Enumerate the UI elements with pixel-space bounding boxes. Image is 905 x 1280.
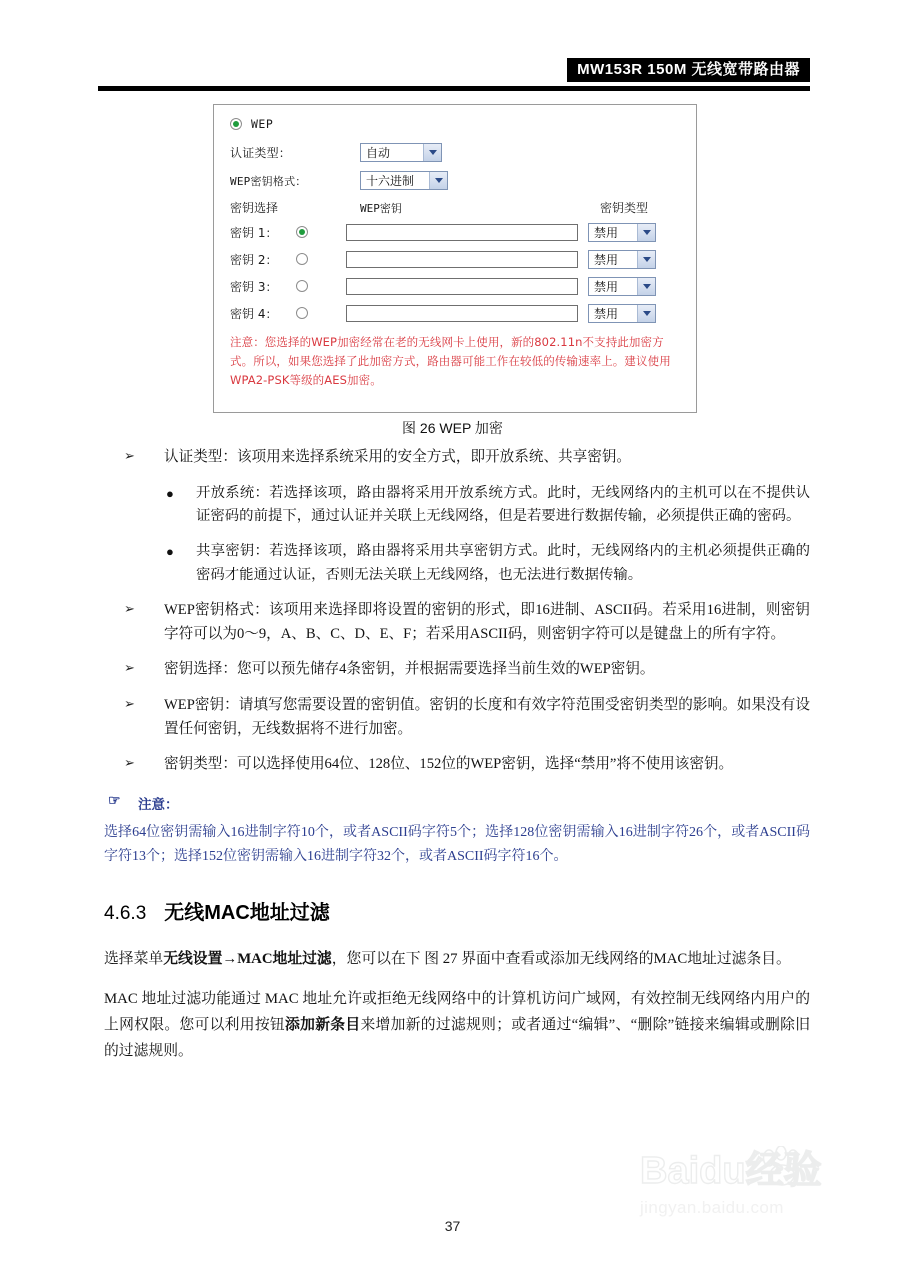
- key-row: [230, 275, 682, 297]
- watermark-brand-text: Baidu: [640, 1150, 746, 1192]
- section-number: 4.6.3: [104, 903, 147, 925]
- key-select-radio-icon[interactable]: [296, 280, 308, 292]
- header-banner-title: MW153R 150M 无线宽带路由器: [567, 58, 810, 82]
- list-item: [104, 694, 810, 741]
- wep-warning-text: 注意：您选择的WEP加密经常在老的无线网卡上使用，新的802.11n不支持此加密方式。所以，如果您选择了此加密方式，路由器可能工作在较低的传输速率上。建议使用WPA2-PSK等级的AES加密。: [230, 335, 671, 387]
- key-select-radio-icon[interactable]: [296, 307, 308, 319]
- paw-icon: [760, 1146, 806, 1188]
- key-row: [230, 221, 682, 243]
- key-row: [230, 302, 682, 324]
- paragraph-part: 来增加新的过滤规则；或者通过“编辑”、“删除”链接来编辑或删除旧的过滤规则。: [104, 1017, 810, 1060]
- watermark-url: jingyan.baidu.com: [640, 1198, 784, 1217]
- key-format-select[interactable]: [360, 171, 448, 190]
- key-format-label: WEP密钥格式：: [230, 174, 307, 188]
- list-item-text: 密钥选择：您可以预先储存4条密钥，并根据需要选择当前生效的WEP密钥。: [164, 661, 655, 678]
- chevron-down-icon[interactable]: [637, 305, 655, 322]
- key-label: 密钥 4：: [230, 306, 278, 321]
- pointing-hand-icon: ☞: [108, 791, 121, 808]
- bullet-marker-icon: ●: [166, 544, 174, 560]
- bullet-marker-icon: ➢: [124, 449, 135, 464]
- key-label: 密钥 3：: [230, 279, 278, 294]
- watermark-brand-cn: 经验: [745, 1150, 822, 1192]
- key-select-cell[interactable]: [296, 226, 346, 238]
- list-item-text: WEP密钥：请填写您需要设置的密钥值。密钥的长度和有效字符范围受密钥类型的影响。如果没有设置任何密钥，无线数据将不进行加密。: [164, 696, 810, 737]
- wep-config-panel: [213, 104, 697, 413]
- note-heading: [104, 793, 810, 813]
- section-title: 无线MAC地址过滤: [164, 902, 330, 925]
- auth-type-row: [230, 143, 442, 162]
- chevron-down-icon[interactable]: [637, 224, 655, 241]
- key-type-select[interactable]: [588, 223, 656, 242]
- bullet-marker-icon: ➢: [124, 661, 135, 677]
- key-format-row: [230, 171, 448, 190]
- auth-type-label: 认证类型：: [230, 146, 292, 160]
- auth-type-select[interactable]: [360, 143, 442, 162]
- note-body-text: 选择64位密钥需输入16进制字符10个，或者ASCII码字符5个；选择128位密钥需输入16进制字符26个，或者ASCII码字符13个；选择152位密钥需输入16进制字符32个，或者ASCII码字符16个。: [104, 824, 810, 864]
- key-type-select[interactable]: [588, 304, 656, 323]
- paragraph-part: ，您可以在下 图 27 界面中查看或添加无线网络的MAC地址过滤条目。: [331, 951, 791, 968]
- list-item-text: 开放系统：若选择该项，路由器将采用开放系统方式。此时，无线网络内的主机可以在不提供认证密码的前提下，通过认证并关联上无线网络，但是若要进行数据传输，必须提供正确的密码。: [196, 484, 810, 524]
- wep-option-row[interactable]: [230, 117, 273, 131]
- key-type-value: 禁用: [594, 225, 619, 240]
- figure-caption: 图 26 WEP 加密: [402, 420, 503, 436]
- wep-key-input[interactable]: [346, 251, 578, 268]
- wep-radio-icon[interactable]: [230, 118, 242, 130]
- list-item: [104, 482, 810, 529]
- key-select-cell[interactable]: [296, 253, 346, 265]
- key-select-radio-icon[interactable]: [296, 253, 308, 265]
- wep-option-label: WEP: [251, 117, 274, 131]
- column-header-key-select: 密钥选择: [230, 201, 279, 215]
- list-item: [104, 753, 810, 777]
- page-number: 37: [444, 1218, 461, 1234]
- paragraph-part: MAC 地址过滤功能通过 MAC 地址允许或拒绝无线网络中的计算机访问广域网，有效控制无线网络内用户的上网权限。您可以利用按钮: [104, 991, 810, 1034]
- list-item-text: 认证类型：该项用来选择系统采用的安全方式，即开放系统、共享密钥。: [164, 449, 632, 465]
- list-item-text: WEP密钥格式：该项用来选择即将设置的密钥的形式，即16进制、ASCII码。若采用16进制，则密钥字符可以为0～9，A、B、C、D、E、F；若采用ASCII码，则密钥字符可以是键盘上的所有字符。: [164, 601, 810, 642]
- key-label: 密钥 1：: [230, 225, 278, 240]
- column-header-wep-key: WEP密钥: [360, 202, 402, 215]
- key-type-value: 禁用: [594, 252, 619, 267]
- section-heading: [104, 896, 810, 925]
- bullet-marker-icon: ➢: [124, 601, 135, 617]
- watermark-brand: [640, 1152, 880, 1190]
- list-item: [104, 540, 810, 587]
- chevron-down-icon[interactable]: [637, 278, 655, 295]
- key-format-value: 十六进制: [366, 174, 415, 188]
- key-select-cell[interactable]: [296, 280, 346, 292]
- paragraph-part-bold: 无线设置→MAC地址过滤: [163, 951, 332, 968]
- key-row: [230, 248, 682, 270]
- header-rule: [98, 86, 810, 91]
- key-type-select[interactable]: [588, 277, 656, 296]
- paragraph: [104, 987, 810, 1065]
- chevron-down-icon[interactable]: [423, 144, 441, 161]
- chevron-down-icon[interactable]: [637, 251, 655, 268]
- column-header-key-type: 密钥类型: [600, 201, 649, 215]
- auth-type-value: 自动: [366, 146, 391, 160]
- list-item: [104, 446, 810, 470]
- paragraph-part-bold: 添加新条目: [285, 1017, 361, 1034]
- paragraph-part: 选择菜单: [104, 951, 164, 968]
- wep-key-input[interactable]: [346, 224, 578, 241]
- chevron-down-icon[interactable]: [429, 172, 447, 189]
- bullet-marker-icon: ➢: [124, 756, 135, 772]
- list-item-text: 共享密钥：若选择该项，路由器将采用共享密钥方式。此时，无线网络内的主机必须提供正确的密码才能通过认证，否则无法关联上无线网络，也无法进行数据传输。: [196, 543, 810, 583]
- list-item: [104, 599, 810, 646]
- key-select-radio-icon[interactable]: [296, 226, 308, 238]
- bullet-marker-icon: ➢: [124, 696, 135, 712]
- key-select-cell[interactable]: [296, 307, 346, 319]
- wep-key-input[interactable]: [346, 278, 578, 295]
- note-title: 注意：: [138, 796, 179, 812]
- bullet-marker-icon: ●: [166, 485, 174, 501]
- list-item-text: 密钥类型：可以选择使用64位、128位、152位的WEP密钥，选择“禁用”将不使用该密钥。: [164, 756, 734, 773]
- wep-key-input[interactable]: [346, 305, 578, 322]
- key-type-select[interactable]: [588, 250, 656, 269]
- document-body: [104, 446, 810, 1079]
- paragraph: [104, 947, 810, 973]
- list-item: [104, 658, 810, 682]
- key-label: 密钥 2：: [230, 252, 278, 267]
- key-type-value: 禁用: [594, 279, 619, 294]
- key-type-value: 禁用: [594, 306, 619, 321]
